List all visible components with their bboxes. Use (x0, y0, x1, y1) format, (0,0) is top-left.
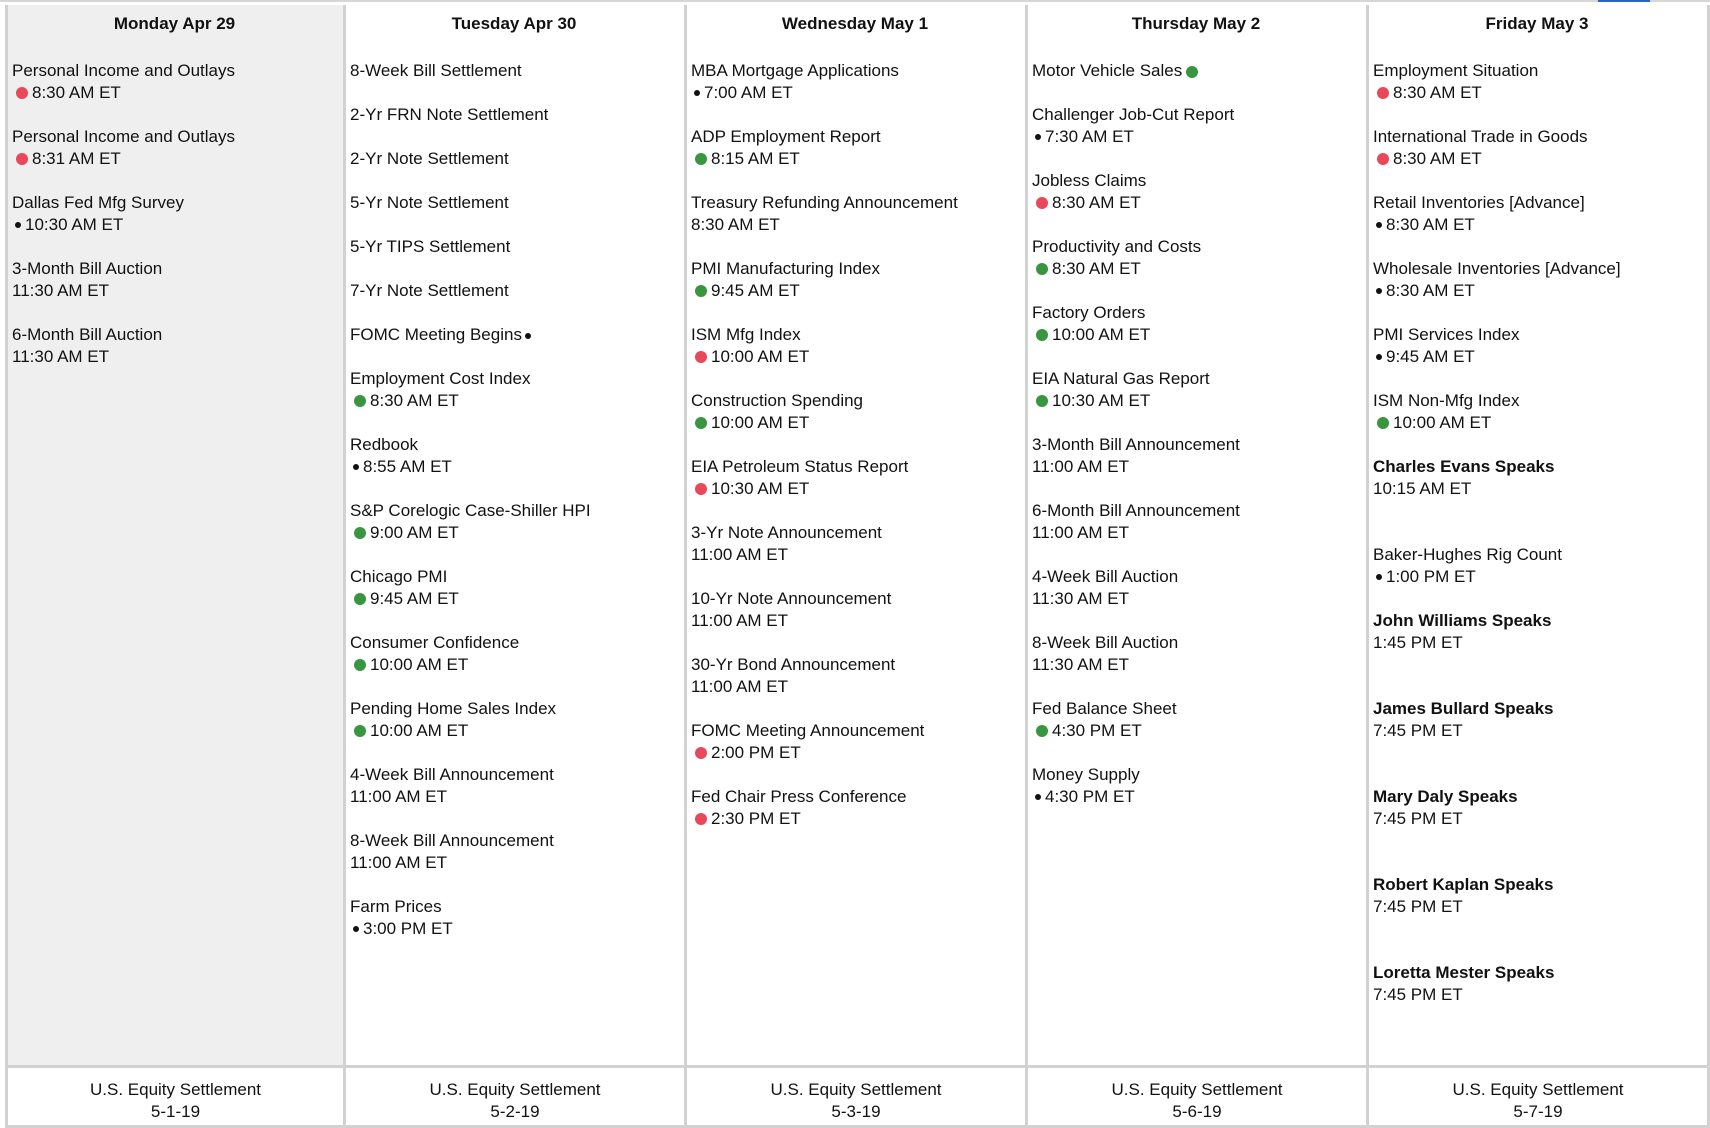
event-time-row (1373, 478, 1701, 500)
event-time: 1:00 PM ET (1386, 567, 1476, 586)
event-time: 9:45 AM ET (370, 589, 459, 608)
event-title[interactable]: Personal Income and Outlays (12, 61, 236, 80)
calendar-event[interactable] (1032, 566, 1360, 632)
event-time-row (691, 742, 1019, 764)
calendar-event[interactable] (1373, 60, 1701, 126)
calendar-event[interactable] (691, 258, 1019, 324)
event-time-row (691, 676, 1019, 698)
event-time-row (350, 918, 678, 940)
event-time-row (350, 588, 678, 610)
equity-settlement-date: 5-2-19 (490, 1102, 540, 1121)
day-column-friday (1369, 5, 1710, 1128)
calendar-event[interactable] (350, 368, 678, 434)
calendar-event[interactable] (350, 434, 678, 500)
calendar-event[interactable] (1373, 324, 1701, 390)
event-time-row (1373, 632, 1701, 654)
event-time: 10:15 AM ET (1373, 479, 1472, 498)
calendar-event[interactable] (12, 324, 337, 390)
event-title[interactable]: Pending Home Sales Index (350, 699, 557, 718)
event-time: 11:00 AM ET (350, 853, 448, 872)
event-time: 7:45 PM ET (1373, 985, 1463, 1004)
event-title[interactable]: 10-Yr Note Announcement (691, 589, 892, 608)
event-time-row (1373, 808, 1701, 830)
importance-dot-icon (354, 395, 366, 407)
day-footer (687, 1068, 1025, 1128)
event-time-row (1032, 456, 1360, 478)
importance-dot-icon (16, 87, 28, 99)
event-title[interactable]: Mary Daly Speaks (1373, 787, 1518, 806)
week-calendar (5, 5, 1710, 1128)
event-time: 1:45 PM ET (1373, 633, 1463, 652)
event-title[interactable]: Challenger Job-Cut Report (1032, 105, 1235, 124)
event-time: 10:00 AM ET (711, 347, 810, 366)
day-header: Thursday May 2 (1131, 14, 1261, 33)
equity-settlement-label: U.S. Equity Settlement (429, 1080, 601, 1099)
equity-settlement-label: U.S. Equity Settlement (1111, 1080, 1283, 1099)
event-time-row (1032, 786, 1360, 808)
event-title[interactable]: Construction Spending (691, 391, 864, 410)
day-header: Monday Apr 29 (113, 14, 236, 33)
calendar-event[interactable] (691, 126, 1019, 192)
calendar-event[interactable] (12, 258, 337, 324)
importance-dot-icon (695, 351, 707, 363)
event-time: 8:55 AM ET (363, 457, 452, 476)
day-footer (346, 1068, 684, 1128)
importance-dot-icon (695, 153, 707, 165)
event-time: 7:00 AM ET (704, 83, 793, 102)
event-title[interactable]: Fed Chair Press Conference (691, 787, 907, 806)
event-time: 8:30 AM ET (1393, 83, 1482, 102)
top-accent-bar (1598, 0, 1650, 2)
event-list (1032, 60, 1360, 830)
event-time: 8:30 AM ET (1393, 149, 1482, 168)
importance-dot-icon (1376, 288, 1382, 294)
event-title[interactable]: John Williams Speaks (1373, 611, 1552, 630)
event-title[interactable]: Baker-Hughes Rig Count (1373, 545, 1562, 564)
importance-dot-icon (1035, 794, 1041, 800)
event-time-row (350, 786, 678, 808)
event-time-row (12, 148, 337, 170)
event-title[interactable]: Redbook (350, 435, 419, 454)
event-time: 10:00 AM ET (1393, 413, 1492, 432)
event-title[interactable]: FOMC Meeting Announcement (691, 721, 925, 740)
event-time: 4:30 PM ET (1045, 787, 1135, 806)
importance-dot-icon (354, 725, 366, 737)
event-time-row (1373, 984, 1701, 1006)
calendar-event[interactable] (350, 698, 678, 764)
calendar-event[interactable] (691, 654, 1019, 720)
event-time: 11:30 AM ET (1032, 655, 1130, 674)
day-body (8, 5, 343, 1068)
event-title[interactable]: James Bullard Speaks (1373, 699, 1554, 718)
event-time-row (1373, 566, 1701, 588)
event-time-row (350, 654, 678, 676)
event-title[interactable]: ISM Non-Mfg Index (1373, 391, 1520, 410)
calendar-event[interactable] (1373, 390, 1701, 456)
calendar-event[interactable] (1373, 610, 1701, 698)
event-time-row (691, 148, 1019, 170)
event-time: 11:30 AM ET (12, 347, 110, 366)
day-column-thursday (1028, 5, 1369, 1128)
equity-settlement-date: 5-3-19 (831, 1102, 881, 1121)
event-title[interactable]: 5-Yr TIPS Settlement (350, 237, 511, 256)
calendar-event[interactable] (1373, 456, 1701, 544)
event-title[interactable]: EIA Petroleum Status Report (691, 457, 909, 476)
importance-dot-icon (1377, 153, 1389, 165)
calendar-event[interactable] (350, 148, 678, 192)
calendar-event[interactable] (691, 522, 1019, 588)
event-title[interactable]: Robert Kaplan Speaks (1373, 875, 1554, 894)
event-title[interactable]: 8-Week Bill Settlement (350, 61, 522, 80)
calendar-event[interactable] (350, 280, 678, 324)
importance-dot-icon (1036, 329, 1048, 341)
importance-dot-icon (16, 153, 28, 165)
event-time: 10:00 AM ET (370, 721, 469, 740)
event-time: 7:45 PM ET (1373, 897, 1463, 916)
event-title[interactable]: Factory Orders (1032, 303, 1146, 322)
calendar-event[interactable] (1373, 258, 1701, 324)
event-time-row (350, 720, 678, 742)
importance-dot-icon (1376, 574, 1382, 580)
event-time-row (691, 412, 1019, 434)
event-title[interactable]: 2-Yr FRN Note Settlement (350, 105, 549, 124)
event-time-row (691, 610, 1019, 632)
calendar-event[interactable] (350, 632, 678, 698)
event-title[interactable]: ADP Employment Report (691, 127, 881, 146)
event-time: 2:00 PM ET (711, 743, 801, 762)
event-time: 10:30 AM ET (1052, 391, 1151, 410)
event-time-row (1032, 390, 1360, 412)
day-body (1028, 5, 1366, 1068)
calendar-event[interactable] (691, 192, 1019, 258)
event-title[interactable]: Motor Vehicle Sales (1032, 61, 1183, 80)
day-column-tuesday (346, 5, 687, 1128)
event-time-row (1032, 522, 1360, 544)
event-time-row (691, 544, 1019, 566)
calendar-event[interactable] (691, 588, 1019, 654)
importance-dot-icon (694, 90, 700, 96)
importance-dot-icon (1036, 197, 1048, 209)
event-time: 9:45 AM ET (711, 281, 800, 300)
day-column-wednesday (687, 5, 1028, 1128)
importance-dot-icon (1036, 263, 1048, 275)
calendar-event[interactable] (350, 896, 678, 962)
event-time: 10:00 AM ET (1052, 325, 1151, 344)
calendar-event[interactable] (691, 60, 1019, 126)
calendar-event[interactable] (350, 500, 678, 566)
calendar-event[interactable] (1032, 500, 1360, 566)
day-footer (8, 1068, 343, 1128)
calendar-event[interactable] (350, 104, 678, 148)
event-time: 9:45 AM ET (1386, 347, 1475, 366)
event-title[interactable]: 3-Month Bill Announcement (1032, 435, 1240, 454)
calendar-event[interactable] (1032, 698, 1360, 764)
event-time-row (1373, 896, 1701, 918)
day-column-monday (5, 5, 346, 1128)
event-time-row (1373, 214, 1701, 236)
event-title[interactable]: Productivity and Costs (1032, 237, 1202, 256)
event-time: 11:00 AM ET (1032, 523, 1130, 542)
importance-dot-icon (354, 593, 366, 605)
event-time-row (12, 346, 337, 368)
importance-dot-icon (353, 926, 359, 932)
event-time-row (1032, 258, 1360, 280)
day-body (346, 5, 684, 1068)
importance-dot-icon (1036, 725, 1048, 737)
event-time: 11:00 AM ET (691, 545, 789, 564)
equity-settlement-date: 5-7-19 (1513, 1102, 1563, 1121)
equity-settlement-label: U.S. Equity Settlement (1452, 1080, 1624, 1099)
equity-settlement-date: 5-6-19 (1172, 1102, 1222, 1121)
event-title[interactable]: Loretta Mester Speaks (1373, 963, 1555, 982)
event-title[interactable]: Treasury Refunding Announcement (691, 193, 958, 212)
importance-dot-icon (695, 483, 707, 495)
equity-settlement-date: 5-1-19 (150, 1102, 201, 1121)
event-time: 7:30 AM ET (1045, 127, 1134, 146)
event-time: 11:00 AM ET (1032, 457, 1130, 476)
event-time-row (12, 82, 337, 104)
calendar-event[interactable] (1032, 632, 1360, 698)
event-list (691, 60, 1019, 852)
event-time-row (1373, 148, 1701, 170)
event-time-row (350, 456, 678, 478)
importance-dot-icon (1036, 395, 1048, 407)
event-title[interactable]: 4-Week Bill Announcement (350, 765, 554, 784)
calendar-event[interactable] (1032, 104, 1360, 170)
calendar-event[interactable] (12, 60, 337, 126)
calendar-event[interactable] (350, 764, 678, 830)
equity-settlement-label: U.S. Equity Settlement (770, 1080, 942, 1099)
event-time: 2:30 PM ET (711, 809, 801, 828)
importance-dot-icon (695, 417, 707, 429)
calendar-event[interactable] (1373, 698, 1701, 786)
importance-dot-icon (1376, 222, 1382, 228)
event-title[interactable]: 6-Month Bill Auction (12, 325, 163, 344)
event-title[interactable]: Consumer Confidence (350, 633, 520, 652)
event-time: 11:00 AM ET (691, 611, 789, 630)
importance-dot-icon (1377, 417, 1389, 429)
event-time: 7:45 PM ET (1373, 721, 1463, 740)
event-title[interactable]: International Trade in Goods (1373, 127, 1588, 146)
calendar-event[interactable] (1032, 60, 1360, 104)
calendar-event[interactable] (350, 566, 678, 632)
day-header: Friday May 3 (1485, 14, 1589, 33)
calendar-event[interactable] (12, 126, 337, 192)
event-title[interactable]: 4-Week Bill Auction (1032, 567, 1179, 586)
event-time-row (1032, 126, 1360, 148)
event-time-row (350, 852, 678, 874)
day-header: Tuesday Apr 30 (451, 14, 577, 33)
event-time: 4:30 PM ET (1052, 721, 1142, 740)
event-time: 8:30 AM ET (1052, 193, 1141, 212)
calendar-event[interactable] (1373, 544, 1701, 610)
event-time-row (691, 280, 1019, 302)
event-time: 11:00 AM ET (691, 677, 789, 696)
event-title[interactable]: Employment Cost Index (350, 369, 531, 388)
calendar-event[interactable] (12, 192, 337, 258)
event-list (1373, 60, 1701, 1028)
day-body (1369, 5, 1707, 1068)
importance-dot-icon (353, 464, 359, 470)
importance-dot-icon (1186, 66, 1198, 78)
day-header: Wednesday May 1 (781, 14, 929, 33)
event-time: 9:00 AM ET (370, 523, 459, 542)
importance-dot-icon (1376, 354, 1382, 360)
event-time-row (1373, 82, 1701, 104)
event-time-row (691, 478, 1019, 500)
calendar-event[interactable] (691, 456, 1019, 522)
event-time-row (691, 346, 1019, 368)
event-title[interactable]: Dallas Fed Mfg Survey (12, 193, 184, 212)
event-title[interactable]: Charles Evans Speaks (1373, 457, 1555, 476)
event-time-row (691, 214, 1019, 236)
event-title[interactable]: FOMC Meeting Begins (350, 325, 522, 344)
calendar-event[interactable] (350, 324, 678, 368)
event-title[interactable]: 5-Yr Note Settlement (350, 193, 509, 212)
calendar-event[interactable] (691, 786, 1019, 852)
event-time-row (1032, 654, 1360, 676)
event-title[interactable]: 7-Yr Note Settlement (350, 281, 509, 300)
calendar-event[interactable] (1373, 786, 1701, 874)
event-title[interactable]: Fed Balance Sheet (1032, 699, 1177, 718)
event-title[interactable]: Personal Income and Outlays (12, 127, 236, 146)
calendar-event[interactable] (1032, 368, 1360, 434)
event-title[interactable]: Money Supply (1032, 765, 1140, 784)
event-title[interactable]: MBA Mortgage Applications (691, 61, 899, 80)
event-title[interactable]: 3-Yr Note Announcement (691, 523, 882, 542)
importance-dot-icon (525, 333, 531, 339)
event-title[interactable]: 8-Week Bill Auction (1032, 633, 1179, 652)
calendar-event[interactable] (1032, 170, 1360, 236)
event-time-row (1032, 720, 1360, 742)
event-time-row (1032, 588, 1360, 610)
calendar-event[interactable] (1032, 236, 1360, 302)
event-title[interactable]: 3-Month Bill Auction (12, 259, 163, 278)
event-title[interactable]: 2-Yr Note Settlement (350, 149, 509, 168)
event-list (350, 60, 678, 962)
day-footer (1028, 1068, 1366, 1128)
event-time: 8:30 AM ET (370, 391, 459, 410)
calendar-event[interactable] (1032, 764, 1360, 830)
calendar-event[interactable] (1373, 874, 1701, 962)
event-time-row (1032, 324, 1360, 346)
event-time: 10:30 AM ET (25, 215, 124, 234)
importance-dot-icon (1035, 134, 1041, 140)
event-time-row (1032, 192, 1360, 214)
importance-dot-icon (695, 813, 707, 825)
event-time: 10:00 AM ET (711, 413, 810, 432)
event-time-row (12, 280, 337, 302)
event-time: 11:30 AM ET (1032, 589, 1130, 608)
event-title[interactable]: 6-Month Bill Announcement (1032, 501, 1240, 520)
event-title[interactable]: 8-Week Bill Announcement (350, 831, 554, 850)
event-time: 8:31 AM ET (32, 149, 121, 168)
event-time-row (1373, 412, 1701, 434)
event-time: 3:00 PM ET (363, 919, 453, 938)
event-time: 11:30 AM ET (12, 281, 110, 300)
event-time: 7:45 PM ET (1373, 809, 1463, 828)
event-title[interactable]: Wholesale Inventories [Advance] (1373, 259, 1621, 278)
event-title[interactable]: Jobless Claims (1032, 171, 1147, 190)
calendar-event[interactable] (1032, 434, 1360, 500)
event-time-row (691, 808, 1019, 830)
calendar-event[interactable] (691, 390, 1019, 456)
importance-dot-icon (1377, 87, 1389, 99)
event-title[interactable]: 30-Yr Bond Announcement (691, 655, 896, 674)
equity-settlement-label: U.S. Equity Settlement (89, 1080, 262, 1099)
calendar-event[interactable] (1373, 126, 1701, 192)
event-time: 10:30 AM ET (711, 479, 810, 498)
event-time: 8:15 AM ET (711, 149, 800, 168)
event-title[interactable]: EIA Natural Gas Report (1032, 369, 1210, 388)
calendar-event[interactable] (350, 236, 678, 280)
event-title[interactable]: Retail Inventories [Advance] (1373, 193, 1585, 212)
event-list (12, 60, 337, 390)
calendar-event[interactable] (1373, 962, 1701, 1028)
calendar-event[interactable] (1032, 302, 1360, 368)
importance-dot-icon (354, 659, 366, 671)
event-time-row (1373, 720, 1701, 742)
event-time-row (1373, 346, 1701, 368)
event-time: 8:30 AM ET (1386, 215, 1475, 234)
event-time-row (1373, 280, 1701, 302)
calendar-event[interactable] (1373, 192, 1701, 258)
importance-dot-icon (695, 747, 707, 759)
event-title[interactable]: Employment Situation (1373, 61, 1539, 80)
day-footer (1369, 1068, 1707, 1128)
importance-dot-icon (354, 527, 366, 539)
calendar-event[interactable] (350, 60, 678, 104)
event-time-row (691, 82, 1019, 104)
importance-dot-icon (15, 222, 21, 228)
event-time: 10:00 AM ET (370, 655, 469, 674)
event-time-row (350, 522, 678, 544)
top-divider (0, 0, 1710, 2)
event-title[interactable]: Chicago PMI (350, 567, 448, 586)
event-time: 8:30 AM ET (32, 83, 121, 102)
event-title[interactable]: S&P Corelogic Case-Shiller HPI (350, 501, 591, 520)
calendar-event[interactable] (350, 192, 678, 236)
calendar-event[interactable] (350, 830, 678, 896)
importance-dot-icon (695, 285, 707, 297)
event-title[interactable]: Farm Prices (350, 897, 442, 916)
event-time: 8:30 AM ET (1386, 281, 1475, 300)
event-title[interactable]: PMI Manufacturing Index (691, 259, 880, 278)
event-time: 8:30 AM ET (1052, 259, 1141, 278)
day-body (687, 5, 1025, 1068)
event-title[interactable]: ISM Mfg Index (691, 325, 801, 344)
event-time-row (350, 390, 678, 412)
event-time: 8:30 AM ET (691, 215, 780, 234)
calendar-event[interactable] (691, 720, 1019, 786)
event-title[interactable]: PMI Services Index (1373, 325, 1520, 344)
event-time-row (12, 214, 337, 236)
event-time: 11:00 AM ET (350, 787, 448, 806)
calendar-event[interactable] (691, 324, 1019, 390)
